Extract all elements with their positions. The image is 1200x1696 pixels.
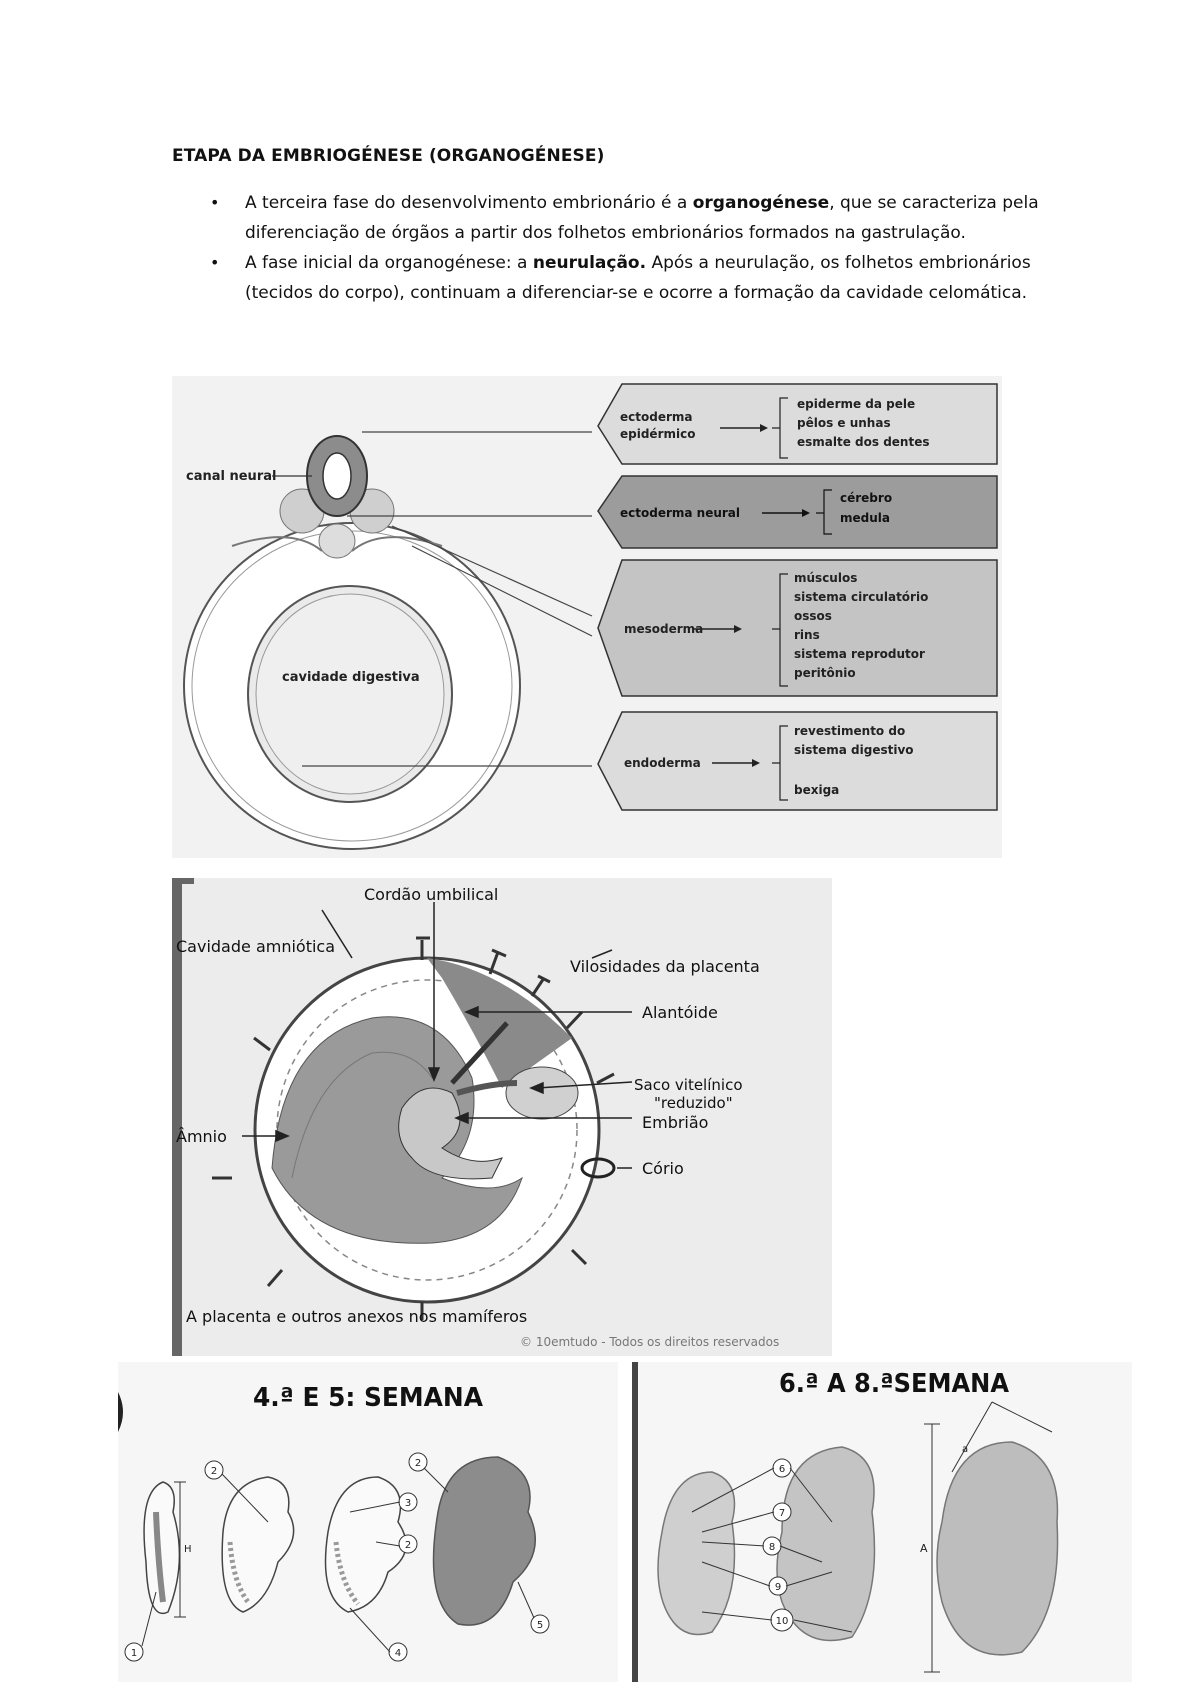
svg-text:mesoderma: mesoderma: [624, 622, 704, 636]
vilosidades-label: Vilosidades da placenta: [570, 957, 760, 976]
svg-text:ossos: ossos: [794, 609, 832, 623]
svg-text:sistema digestivo: sistema digestivo: [794, 743, 914, 757]
ectoderma-neural-box: [598, 476, 997, 548]
svg-text:9: 9: [774, 1582, 782, 1593]
saco-label: Saco vitelínico: [634, 1076, 743, 1094]
corio-label: Cório: [642, 1159, 684, 1178]
svg-text:epidérmico: epidérmico: [620, 427, 696, 441]
cavidade-label: Cavidade amniótica: [176, 937, 336, 956]
svg-text:rins: rins: [794, 628, 820, 642]
dim-label-a-big: A: [920, 1542, 928, 1555]
placenta-caption: A placenta e outros anexos nos mamíferos: [186, 1307, 528, 1326]
amnio-label: Âmnio: [176, 1127, 227, 1146]
svg-text:2: 2: [414, 1458, 422, 1469]
svg-text:esmalte dos dentes: esmalte dos dentes: [797, 435, 930, 449]
canal-neural-label: canal neural: [186, 469, 277, 484]
bold-term: neurulação.: [532, 253, 647, 273]
svg-text:4: 4: [394, 1648, 402, 1659]
mesoderma-box: [598, 560, 997, 696]
cavidade-digestiva-label: cavidade digestiva: [282, 670, 420, 685]
embriao-label: Embrião: [642, 1113, 709, 1132]
weeks-4-5-title: 4.ª E 5: SEMANA: [253, 1383, 483, 1413]
svg-text:bexiga: bexiga: [794, 783, 840, 797]
watermark: © 10emtudo - Todos os direitos reservados: [520, 1335, 780, 1349]
svg-text:3: 3: [404, 1498, 412, 1509]
svg-text:ectoderma neural: ectoderma neural: [620, 506, 741, 520]
saco-label-2: "reduzido": [654, 1094, 733, 1112]
weeks-4-5-diagram: [118, 1362, 618, 1682]
svg-text:6: 6: [778, 1464, 786, 1475]
svg-text:10: 10: [775, 1616, 789, 1627]
svg-text:cérebro: cérebro: [840, 491, 893, 505]
bullet-item: • A terceira fase do desenvolvimento embrionário é a organogénese, que se caracteriza pela diferenciação de órgãos a partir dos folhetos embrionários formados na gastrulação.: [200, 188, 1040, 248]
svg-text:medula: medula: [840, 511, 890, 525]
svg-text:ectoderma: ectoderma: [620, 410, 693, 424]
svg-text:peritônio: peritônio: [794, 666, 856, 680]
dim-label-h: H: [184, 1544, 192, 1555]
svg-text:7: 7: [778, 1508, 786, 1519]
ectoderma-epidermico-box: [598, 384, 997, 464]
alantoide-label: Alantóide: [642, 1003, 718, 1022]
svg-text:músculos: músculos: [794, 571, 858, 585]
svg-text:revestimento do: revestimento do: [794, 724, 906, 738]
page-title: ETAPA DA EMBRIOGÉNESE (ORGANOGÉNESE): [172, 146, 605, 166]
svg-text:5: 5: [536, 1620, 544, 1631]
svg-text:sistema circulatório: sistema circulatório: [794, 590, 929, 604]
bullet-item: • A fase inicial da organogénese: a neurulação. Após a neurulação, os folhetos embrionários (tecidos do corpo), continuam a diferenciar-se e ocorre a formação da cavidade celomática.: [200, 248, 1040, 308]
svg-text:8: 8: [768, 1542, 776, 1553]
endoderma-box: [598, 712, 997, 810]
bold-term: organogénese: [692, 193, 830, 213]
weeks-6-8-title: 6.ª A 8.ªSEMANA: [779, 1369, 1009, 1399]
svg-text:2: 2: [404, 1540, 412, 1551]
cordao-label: Cordão umbilical: [364, 885, 499, 904]
svg-text:sistema reprodutor: sistema reprodutor: [794, 647, 925, 661]
svg-text:1: 1: [130, 1648, 138, 1659]
svg-text:endoderma: endoderma: [624, 756, 701, 770]
weeks-6-8-diagram: [632, 1362, 1132, 1682]
embryo-photos: [658, 1442, 1058, 1655]
dim-label-a-small: a: [962, 1444, 969, 1455]
svg-text:epiderme da pele: epiderme da pele: [797, 397, 916, 411]
svg-text:pêlos e unhas: pêlos e unhas: [797, 416, 891, 430]
germ-layers-diagram: [172, 376, 1002, 858]
placenta-diagram: [172, 878, 832, 1356]
svg-text:2: 2: [210, 1466, 218, 1477]
bullet-list: [200, 188, 1040, 308]
